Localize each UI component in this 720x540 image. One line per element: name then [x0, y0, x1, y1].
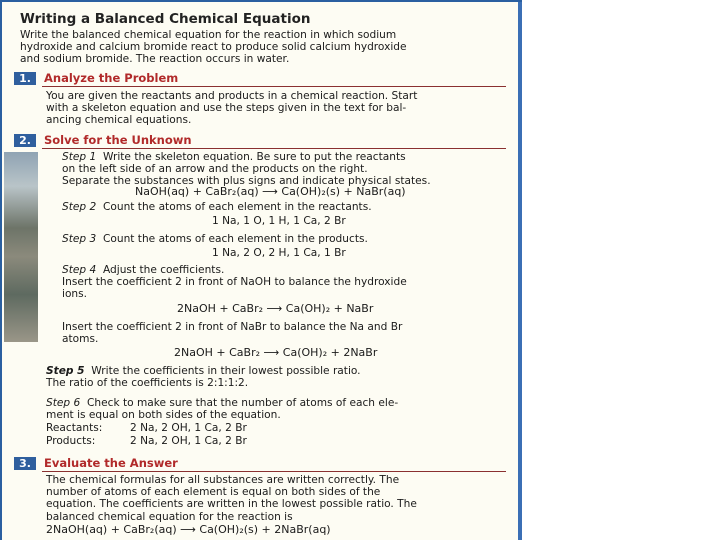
balance-equation-2: 2NaOH + CaBr₂ ⟶ Ca(OH)₂ + 2NaBr [174, 346, 378, 359]
step-4-continued [62, 321, 402, 345]
step-text: Check to make sure that the number of atoms of each ele- [86, 397, 399, 409]
final-balanced-equation: 2NaOH(aq) + CaBr₂(aq) ⟶ Ca(OH)₂(s) + 2NaBr(aq) [46, 523, 331, 536]
step-text: ions. [62, 288, 88, 301]
products-label: Products: [46, 435, 96, 447]
step-text: atoms. [62, 333, 99, 346]
step-5-block [46, 365, 361, 389]
step-text: Count the atoms of each element in the reactants. [102, 201, 372, 213]
section-label: Evaluate the Answer [44, 456, 178, 470]
step-label: Step 4 [62, 264, 97, 276]
section-rule [42, 471, 506, 472]
page-title: Writing a Balanced Chemical Equation [20, 11, 311, 27]
step-label: Step 3 [62, 233, 97, 245]
step-text: Adjust the coefficients. [102, 264, 225, 276]
background-photo-strip [4, 152, 38, 342]
step-label: Step 2 [62, 201, 97, 213]
section-analyze-header [14, 71, 178, 85]
intro-paragraph [20, 29, 407, 66]
evaluate-paragraph [46, 474, 417, 523]
products-check [46, 435, 247, 447]
step-text: Write the skeleton equation. Be sure to put the reactants [102, 151, 406, 163]
step-3-block [62, 233, 368, 245]
step-text: Insert the coefficient 2 in front of NaBr to balance the Na and Br [62, 321, 403, 333]
step-label: Step 6 [46, 397, 81, 409]
step-text: The ratio of the coefficients is 2:1:1:2. [46, 377, 249, 390]
step-label: Step 5 [46, 365, 85, 377]
step-4-block [62, 264, 407, 301]
reactants-label: Reactants: [46, 422, 103, 434]
step-text: Count the atoms of each element in the products. [102, 233, 368, 245]
products-value: 2 Na, 2 OH, 1 Ca, 2 Br [130, 435, 247, 447]
intro-line: and sodium bromide. The reaction occurs in water. [20, 53, 290, 66]
product-atom-count: 1 Na, 2 O, 2 H, 1 Ca, 1 Br [212, 247, 346, 259]
evaluate-line: equation. The coefficients are written in the lowest possible ratio. The [46, 498, 417, 511]
skeleton-equation: NaOH(aq) + CaBr₂(aq) ⟶ Ca(OH)₂(s) + NaBr(aq) [135, 185, 406, 198]
section-label: Solve for the Unknown [44, 133, 192, 147]
reactant-atom-count: 1 Na, 1 O, 1 H, 1 Ca, 2 Br [212, 215, 346, 227]
section-number: 3. [14, 457, 36, 470]
reactants-value: 2 Na, 2 OH, 1 Ca, 2 Br [130, 422, 247, 434]
step-6-block [46, 397, 398, 421]
analyze-paragraph [46, 90, 417, 127]
section-rule [42, 86, 506, 87]
section-number: 2. [14, 134, 36, 147]
section-solve-header [14, 133, 192, 147]
analyze-line: You are given the reactants and products in a chemical reaction. Start [46, 90, 418, 102]
intro-line: Write the balanced chemical equation for the reaction in which sodium [20, 29, 397, 41]
section-evaluate-header [14, 456, 178, 470]
section-number: 1. [14, 72, 36, 85]
evaluate-line: The chemical formulas for all substances are written correctly. The [46, 474, 400, 486]
step-text: Write the coefficients in their lowest possible ratio. [91, 365, 361, 377]
analyze-line: with a skeleton equation and use the steps given in the text for bal- [46, 102, 407, 115]
analyze-line: ancing chemical equations. [46, 114, 192, 127]
step-label: Step 1 [62, 151, 97, 163]
step-2-block [62, 201, 372, 213]
reactants-check [46, 422, 247, 434]
step-text: Separate the substances with plus signs and indicate physical states. [62, 175, 431, 188]
section-label: Analyze the Problem [44, 71, 179, 85]
step-text: ment is equal on both sides of the equation. [46, 409, 281, 422]
evaluate-line: number of atoms of each element is equal on both sides of the [46, 486, 381, 499]
evaluate-line: balanced chemical equation for the reaction is [46, 510, 293, 523]
step-text: Insert the coefficient 2 in front of NaOH to balance the hydroxide [62, 276, 407, 289]
step-1-block [62, 151, 431, 188]
step-text: on the left side of an arrow and the products on the right. [62, 163, 368, 176]
section-rule [42, 148, 506, 149]
intro-line: hydroxide and calcium bromide react to produce solid calcium hydroxide [20, 41, 407, 54]
balance-equation-1: 2NaOH + CaBr₂ ⟶ Ca(OH)₂ + NaBr [177, 302, 374, 315]
